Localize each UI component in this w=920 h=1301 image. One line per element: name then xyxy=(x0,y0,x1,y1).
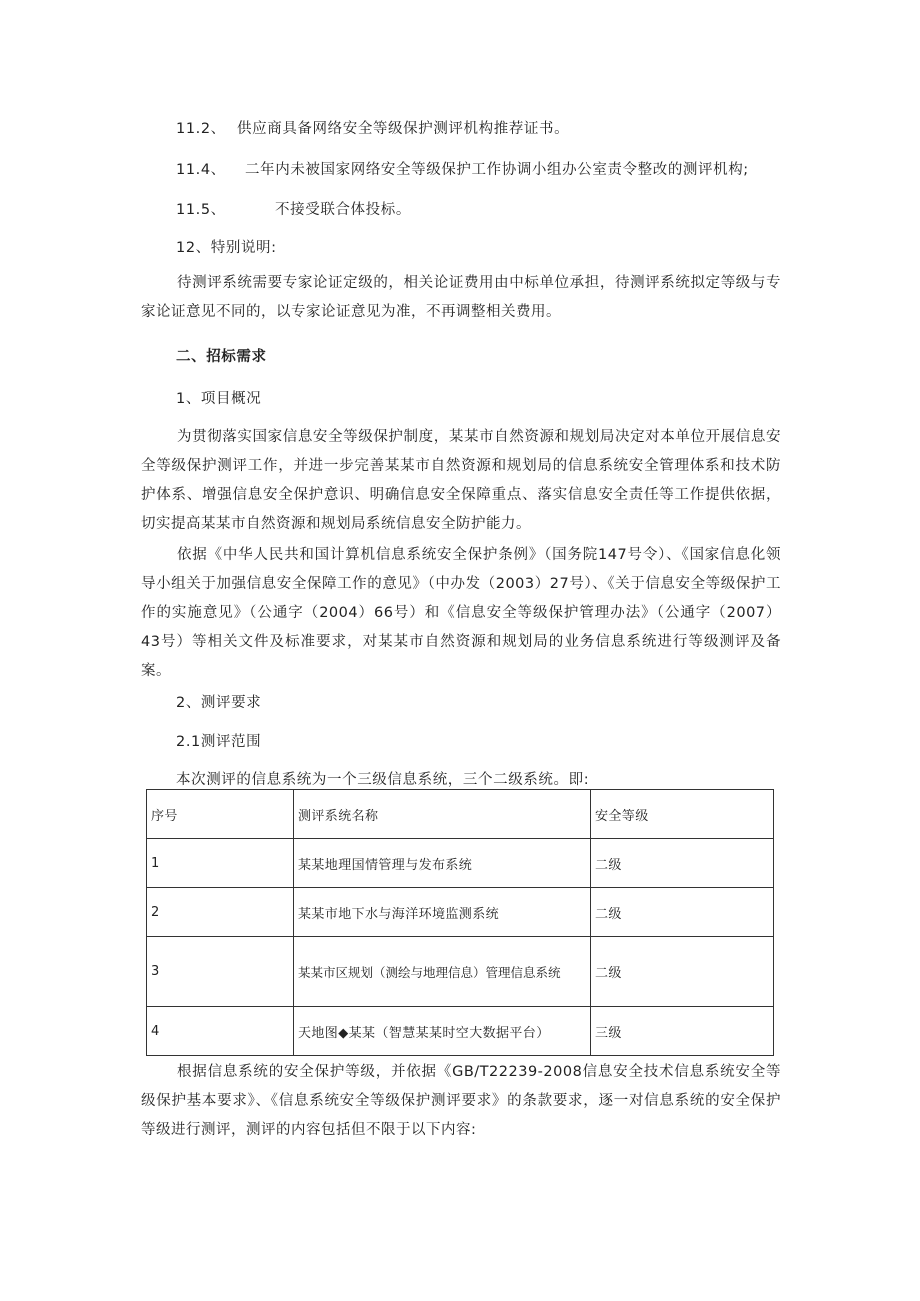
table-cell: 某某市区规划（测绘与地理信息）管理信息系统 xyxy=(294,937,591,1007)
header-cell: 序号 xyxy=(147,790,294,839)
table-cell: 4 xyxy=(147,1007,294,1056)
table-cell: 某某地理国情管理与发布系统 xyxy=(294,839,591,888)
clause-12-body: 待测评系统需要专家论证定级的，相关论证费用由中标单位承担，待测评系统拟定等级与专家论证意见不同的，以专家论证意见为准，不再调整相关费用。 xyxy=(141,275,781,320)
clause-11-5 xyxy=(176,198,411,219)
overview-paragraph-1: 为贯彻落实国家信息安全等级保护制度，某某市自然资源和规划局决定对本单位开展信息安全等级保护测评工作，并进一步完善某某市自然资源和规划局的信息系统安全管理体系和技术防护体系、增强信息安全保护意识、明确信息安全保障重点、落实信息安全责任等工作提供依据，切实提高某某市自然资源和规划局系统信息安全防护能力。 xyxy=(141,429,781,532)
table-row xyxy=(147,1007,774,1056)
table-header-row xyxy=(147,790,774,839)
table-cell: 某某市地下水与海洋环境监测系统 xyxy=(294,888,591,937)
header-cell: 测评系统名称 xyxy=(294,790,591,839)
clause-number: 11.2、 xyxy=(176,121,226,137)
clause-text: 供应商具备网络安全等级保护测评机构推荐证书。 xyxy=(237,121,570,137)
table-cell: 2 xyxy=(147,888,294,937)
table-cell: 二级 xyxy=(591,888,774,937)
table-row xyxy=(147,937,774,1007)
clause-12-heading: 12、特别说明: xyxy=(176,240,277,256)
table-cell: 1 xyxy=(147,839,294,888)
requirements-heading: 2、测评要求 xyxy=(176,695,262,711)
clause-11-2 xyxy=(176,117,569,138)
clause-text: 不接受联合体投标。 xyxy=(275,202,411,218)
table-row xyxy=(147,839,774,888)
scope-intro: 本次测评的信息系统为一个三级信息系统，三个二级系统。即: xyxy=(176,772,590,788)
header-cell: 安全等级 xyxy=(591,790,774,839)
overview-paragraph-2: 依据《中华人民共和国计算机信息系统安全保护条例》（国务院147号令）、《国家信息化领导小组关于加强信息安全保障工作的意见》（中办发（2003）27号）、《关于信息安全等级保护工作的实施意见》（公通字（2004）66号）和《信息安全等级保护管理办法》（公通字（2007）43号）等相关文件及标准要求，对某某市自然资源和规划局的业务信息系统进行等级测评及备案。 xyxy=(141,547,781,679)
system-table xyxy=(146,789,774,1056)
clause-number: 11.4、 xyxy=(176,162,226,178)
table-cell: 三级 xyxy=(591,1007,774,1056)
table-cell: 天地图◆某某（智慧某某时空大数据平台） xyxy=(294,1007,591,1056)
clause-number: 11.5、 xyxy=(176,202,226,218)
table-cell: 二级 xyxy=(591,937,774,1007)
clause-text: 二年内未被国家网络安全等级保护工作协调小组办公室责令整改的测评机构; xyxy=(245,162,749,178)
closing-paragraph: 根据信息系统的安全保护等级，并依据《GB/T22239-2008信息安全技术信息系统安全等级保护基本要求》、《信息系统安全等级保护测评要求》的条款要求，逐一对信息系统的安全保护等级进行测评，测评的内容包括但不限于以下内容: xyxy=(141,1064,781,1138)
overview-heading: 1、项目概况 xyxy=(176,391,262,407)
table-cell: 二级 xyxy=(591,839,774,888)
clause-11-4 xyxy=(176,158,749,179)
section-heading: 二、招标需求 xyxy=(176,349,267,365)
table-row xyxy=(147,888,774,937)
table-cell: 3 xyxy=(147,937,294,1007)
scope-heading: 2.1测评范围 xyxy=(176,734,262,750)
